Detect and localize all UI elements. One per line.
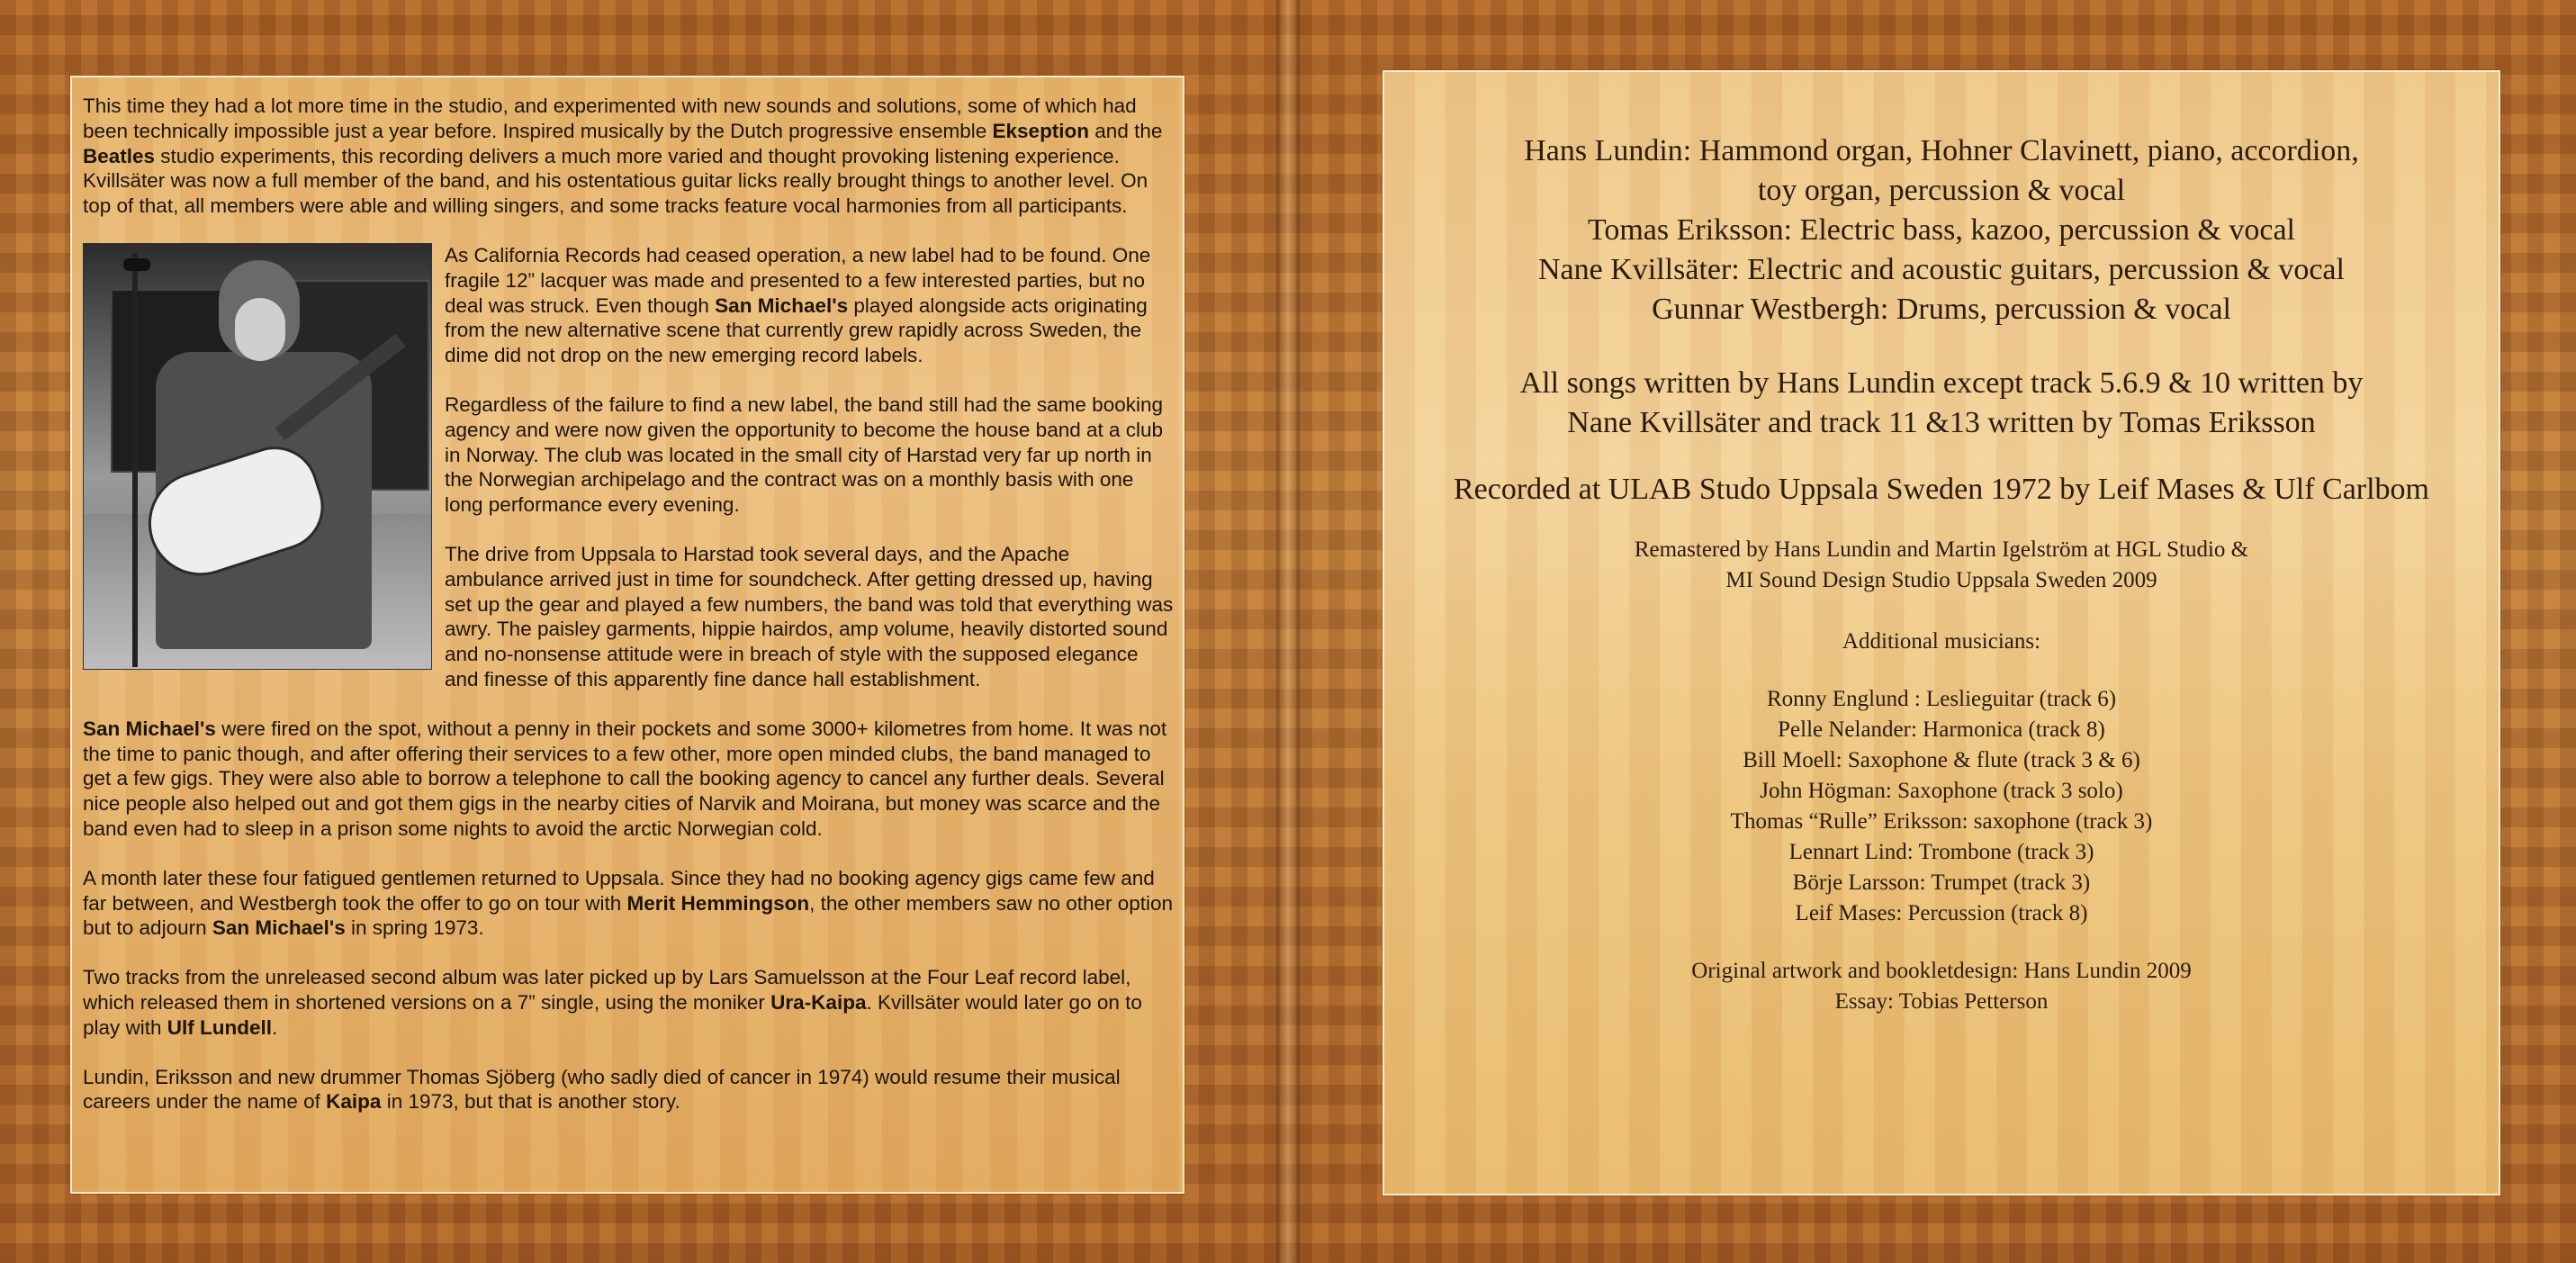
member-line: toy organ, percussion & vocal (1757, 174, 2126, 207)
essay-paragraph-5 (83, 717, 1174, 842)
artwork-credit: Original artwork and bookletdesign: Hans Lundin 2009 (1691, 959, 2192, 983)
additional-musician: Pelle Nelander: Harmonica (track 8) (1778, 717, 2105, 742)
additional-musician: John Högman: Saxophone (track 3 solo) (1760, 779, 2123, 803)
band-name: Beatles (83, 144, 156, 167)
additional-musicians-heading: Additional musicians: (1842, 629, 2041, 654)
text: studio experiments, this recording delivers a much more varied and thought provoking listening experience. Kvillsäter was now a full member of the band, and his ostentatious guitar licks really brought things to another level. On top of that, all members were able and willing singers, and some tracks feature vocal harmonies from all participants. (83, 144, 1148, 218)
remaster-line: Remastered by Hans Lundin and Martin Igelström at HGL Studio & (1634, 537, 2249, 562)
microphone (123, 258, 150, 271)
booklet-fold (1276, 0, 1300, 1263)
essay-paragraph-1 (83, 94, 1174, 219)
mic-stand (132, 253, 138, 667)
text: . (272, 1015, 278, 1039)
text: were fired on the spot, without a penny in their pockets and some 3000+ kilometres from home. It was not the time to panic though, and after offering their services to a few other, more open minded clubs, the band managed to get a few gigs. They were also able to borrow a telephone to call the booking agency to cancel any further deals. Several nice people also helped out and got them gigs in the nearby cities of Narvik and Moirana, but money was scarce and the band even had to sleep in a prison some nights to avoid the arctic Norwegian cold. (83, 717, 1167, 840)
text: in spring 1973. (345, 916, 484, 940)
text: in 1973, but that is another story. (381, 1090, 680, 1114)
text: and the (1089, 119, 1163, 142)
member-line: Hans Lundin: Hammond organ, Hohner Clavinett, piano, accordion, (1524, 134, 2359, 167)
band-name: San Michael's (83, 717, 216, 740)
band-name: Ekseption (992, 119, 1090, 142)
member-line: Gunnar Westbergh: Drums, percussion & vocal (1652, 293, 2231, 326)
essay-panel (70, 76, 1184, 1194)
guitarist-face (235, 298, 285, 361)
band-name: Kaipa (326, 1090, 382, 1114)
essay-paragraph-6 (83, 866, 1174, 941)
text: As California Records had ceased operation, a new label had to be found. One fragile 12” lacquer was made and presented to a few interested parties, but no deal was struck. Even though (445, 243, 1151, 317)
text: played alongside acts originating from the new alternative scene that currently grew rapidly across Sweden, the dime did not drop on the new emerging record labels. (445, 293, 1148, 367)
text: Two tracks from the unreleased second album was later picked up by Lars Samuelsson at the Four Leaf record label, which released them in shortened versions on a 7” single, using the moniker (83, 966, 1131, 1014)
essay-paragraph-4: The drive from Uppsala to Harstad took several days, and the Apache ambulance arrived just in time for soundcheck. After getting dressed up, having set up the gear and played a few numbers, the band was told that everything was awry. The paisley garments, hippie hairdos, amp volume, heavily distorted sound and no-nonsense attitude were in breach of style with the supposed elegance and finesse of this apparently fine dance hall establishment. (445, 542, 1174, 690)
remaster-line: MI Sound Design Studio Uppsala Sweden 2009 (1725, 568, 2157, 592)
songwriting-line: Nane Kvillsäter and track 11 &13 written by Tomas Eriksson (1567, 406, 2316, 439)
additional-musician: Börje Larsson: Trumpet (track 3) (1792, 871, 2091, 895)
text: , the other members saw no other option but to adjourn (83, 891, 1174, 940)
essay-text (83, 94, 1174, 1139)
band-name: San Michael's (212, 916, 346, 940)
credits-panel (1383, 70, 2500, 1195)
additional-musician: Ronny Englund : Leslieguitar (track 6) (1766, 687, 2117, 711)
additional-musician: Lennart Lind: Trombone (track 3) (1788, 840, 2094, 864)
text: . Kvillsäter would later go on to play with (83, 990, 1142, 1039)
member-line: Tomas Eriksson: Electric bass, kazoo, percussion & vocal (1587, 213, 2296, 247)
credits-text (1384, 131, 2499, 1017)
band-name: San Michael's (715, 293, 849, 317)
band-photo (83, 243, 432, 670)
member-line: Nane Kvillsäter: Electric and acoustic guitars, percussion & vocal (1538, 253, 2345, 286)
text: A month later these four fatigued gentlemen returned to Uppsala. Since they had no booking agency gigs came few and far between, and Westbergh took the offer to go on tour with (83, 866, 1155, 915)
essay-paragraph-3: Regardless of the failure to find a new label, the band still had the same booking agency and were now given the opportunity to become the house band at a club in Norway. The club was located in the small city of Harstad very far up north in the Norwegian archipelago and the contract was on a monthly basis with one long performance every evening. (445, 392, 1164, 517)
essay-credit: Essay: Tobias Petterson (1834, 989, 2049, 1014)
artist-name: Ulf Lundell (167, 1015, 273, 1039)
artist-name: Merit Hemmingson (626, 891, 810, 915)
songwriting-line: All songs written by Hans Lundin except track 5.6.9 & 10 written by (1519, 366, 2364, 400)
essay-paragraph-7 (83, 965, 1174, 1040)
text: Lundin, Eriksson and new drummer Thomas Sjöberg (who sadly died of cancer in 1974) would resume their musical careers under the name of (83, 1065, 1121, 1114)
text: This time they had a lot more time in the studio, and experimented with new sounds and solutions, some of which had been technically impossible just a year before. Inspired musically by the Dutch progressive ensemble (83, 95, 1137, 142)
band-name: Ura-Kaipa (770, 990, 867, 1014)
additional-musician: Leif Mases: Percussion (track 8) (1795, 901, 2088, 925)
essay-paragraph-8 (83, 1065, 1174, 1115)
recording-line: Recorded at ULAB Studo Uppsala Sweden 1972 by Leif Mases & Ulf Carlbom (1453, 473, 2430, 506)
additional-musician: Thomas “Rulle” Eriksson: saxophone (track 3) (1730, 809, 2153, 834)
additional-musician: Bill Moell: Saxophone & flute (track 3 & 6) (1743, 748, 2140, 772)
